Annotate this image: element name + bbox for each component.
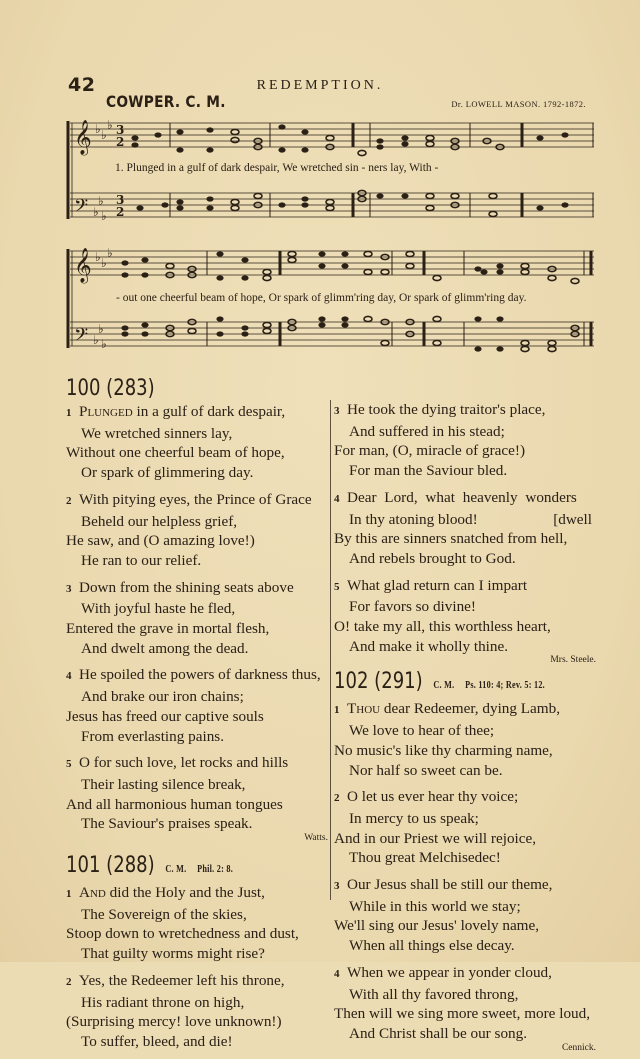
hymn-alt-number: (283) — [106, 376, 155, 401]
stanza: 1 Thou dear Redeemer, dying Lamb, We love to hear of thee; No music's like thy charming name, Nor half so sweet can be. — [334, 700, 560, 779]
hymn-101 — [66, 853, 328, 1052]
svg-text:2: 2 — [116, 205, 125, 219]
hymn-meter: C. M. — [165, 864, 187, 876]
stanza: 2 O let us ever hear thy voice; In mercy to us speak; And in our Priest we will rejoice, Thou great Melchisedec! — [334, 788, 537, 867]
stanza: 1 Plunged in a gulf of dark despair, We wretched sinners lay, Without one cheerful beam of hope, Or spark of glimmering day. — [66, 403, 286, 482]
stanza: 3 He took the dying traitor's place, And suffered in his stead; For man, (O, miracle of grace!) For man the Saviour bled. — [334, 401, 546, 480]
left-column — [66, 376, 328, 1059]
drop-word: Plunged — [79, 403, 133, 420]
svg-text:𝄞: 𝄞 — [74, 120, 92, 155]
svg-text:♭: ♭ — [101, 128, 107, 142]
hymn-number: 100 — [66, 376, 101, 401]
svg-text:♭: ♭ — [95, 250, 101, 264]
svg-text:♭: ♭ — [98, 194, 104, 208]
page-number: 42 — [68, 74, 96, 96]
svg-text:♭: ♭ — [93, 333, 99, 347]
svg-text:𝄢: 𝄢 — [74, 325, 89, 350]
svg-text:♭: ♭ — [98, 322, 104, 336]
stanza: 4 Dear Lord, what heavenly wonders In thy atoning blood! [dwell By this are sinners snatched from hell, And rebels brought to God. — [334, 488, 592, 567]
hymn-meter: C. M. — [433, 680, 455, 692]
svg-text:♭: ♭ — [107, 118, 113, 132]
running-head: REDEMPTION. — [256, 78, 384, 93]
hymn-header — [66, 853, 233, 883]
music-score — [0, 0, 640, 362]
stanza: 1 And did the Holy and the Just, The Sovereign of the skies, Stoop down to wretchedness and dust, That guilty worms might rise? — [66, 884, 299, 963]
tune-title: COWPER. C. M. — [106, 92, 226, 111]
svg-text:3: 3 — [116, 123, 125, 137]
stanza: 2 With pitying eyes, the Prince of Grace Beheld our helpless grief, He saw, and (O amazing love!) He ran to our relief. — [66, 490, 312, 569]
tune-lyrics-line-1: 1. Plunged in a gulf of dark despair, We wretched sin - ners lay, With - — [115, 162, 439, 174]
hymn-alt-number: (291) — [374, 669, 423, 695]
tune-lyrics-line-2: - out one cheerful beam of hope, Or spark of glimm'ring day, Or spark of glimm'ring day. — [116, 292, 527, 304]
svg-text:♭: ♭ — [93, 205, 99, 219]
stanza: 3 Down from the shining seats above With joyful haste he fled, Entered the grave in mortal flesh, And dwelt among the dead. — [66, 578, 294, 657]
hymn-alt-number: (288) — [106, 853, 155, 879]
stanza: 5 What glad return can I impart For favors so divine! O! take my all, this worthless heart, And make it wholly thine. — [334, 576, 551, 655]
svg-text:♭: ♭ — [107, 246, 113, 260]
drop-word: Thou — [347, 700, 381, 718]
hymn-102 — [334, 669, 596, 1054]
right-column — [334, 400, 596, 1057]
hymn-100 — [66, 376, 328, 845]
hymn-author: Mrs. Steele. — [550, 655, 596, 666]
hymn-header — [334, 669, 545, 699]
svg-text:𝄞: 𝄞 — [74, 248, 92, 283]
hymn-number: 101 — [66, 853, 101, 879]
svg-text:2: 2 — [116, 135, 125, 149]
staff-lines — [70, 123, 594, 346]
stanza: 4 He spoiled the powers of darkness thus, And brake our iron chains; Jesus has freed our captive souls From everlasting pains. — [66, 666, 321, 745]
hymn-number: 102 — [334, 669, 369, 695]
svg-text:3: 3 — [116, 193, 125, 207]
hymn-author: Watts. — [304, 833, 328, 844]
hymn-author: Cennick. — [561, 1042, 596, 1053]
hymn-reference: Phil. 2: 8. — [197, 864, 234, 876]
stanza: 2 Yes, the Redeemer left his throne, His radiant throne on high, (Surprising mercy! love unknown!) To suffer, bleed, and die! — [66, 971, 285, 1050]
tune-composer: Dr. LOWELL MASON. 1792-1872. — [451, 99, 586, 109]
stanza: 3 Our Jesus shall be still our theme, While in this world we stay; We'll sing our Jesus' lovely name, When all things else decay. — [334, 876, 553, 955]
svg-text:♭: ♭ — [95, 122, 101, 136]
svg-text:♭: ♭ — [101, 337, 107, 351]
column-divider — [330, 400, 331, 900]
svg-text:♭: ♭ — [101, 256, 107, 270]
drop-word: And — [79, 884, 106, 902]
stanza: 4 When we appear in yonder cloud, With all thy favored throng, Then will we sing more sweet, more loud, And Christ shall be our song. — [334, 963, 591, 1042]
hymn-header — [66, 376, 155, 402]
svg-text:♭: ♭ — [101, 209, 107, 223]
hymn-reference: Ps. 110: 4; Rev. 5: 12. — [465, 680, 545, 692]
stanza: 5 O for such love, let rocks and hills Their lasting silence break, And all harmonious human tongues The Saviour's praises speak. — [66, 754, 289, 833]
svg-text:𝄢: 𝄢 — [74, 196, 89, 221]
